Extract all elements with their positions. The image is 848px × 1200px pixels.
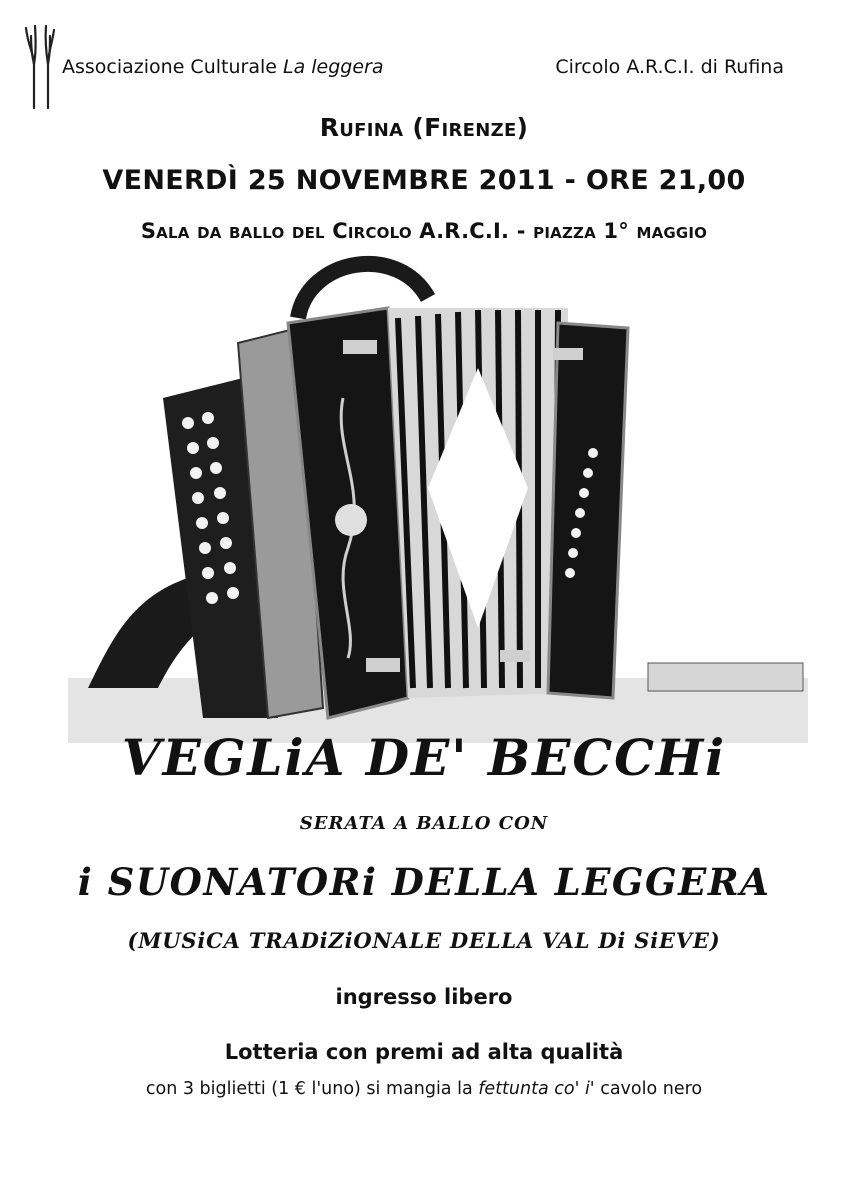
event-town: Rufina (Firenze) xyxy=(319,113,529,142)
event-subtitle: SERATA A BALLO CON xyxy=(299,813,549,834)
accordion-photo-icon xyxy=(68,248,808,743)
tickets-info: con 3 biglietti (1 € l'uno) si mangia la fettunta co' i' cavolo nero xyxy=(145,1079,703,1099)
event-venue: Sala da ballo del Circolo A.R.C.I. - piazza 1° maggio xyxy=(140,219,708,243)
band-name: i SUONATORi DELLA LEGGERA xyxy=(77,860,771,904)
association-name: Associazione Culturale La leggera xyxy=(62,56,384,78)
event-date: VENERDÌ 25 NOVEMBRE 2011 - ORE 21,00 xyxy=(102,165,746,196)
event-title: VEGLiA DE' BECCHi xyxy=(121,728,727,787)
fork-tree-logo-icon xyxy=(22,24,60,110)
music-genre: (MUSiCA TRADiZiONALE DELLA VAL Di SiEVE) xyxy=(127,928,721,953)
circolo-name: Circolo A.R.C.I. di Rufina xyxy=(555,56,784,78)
entry-info: ingresso libero xyxy=(335,985,513,1009)
lottery-info: Lotteria con premi ad alta qualità xyxy=(224,1040,624,1064)
